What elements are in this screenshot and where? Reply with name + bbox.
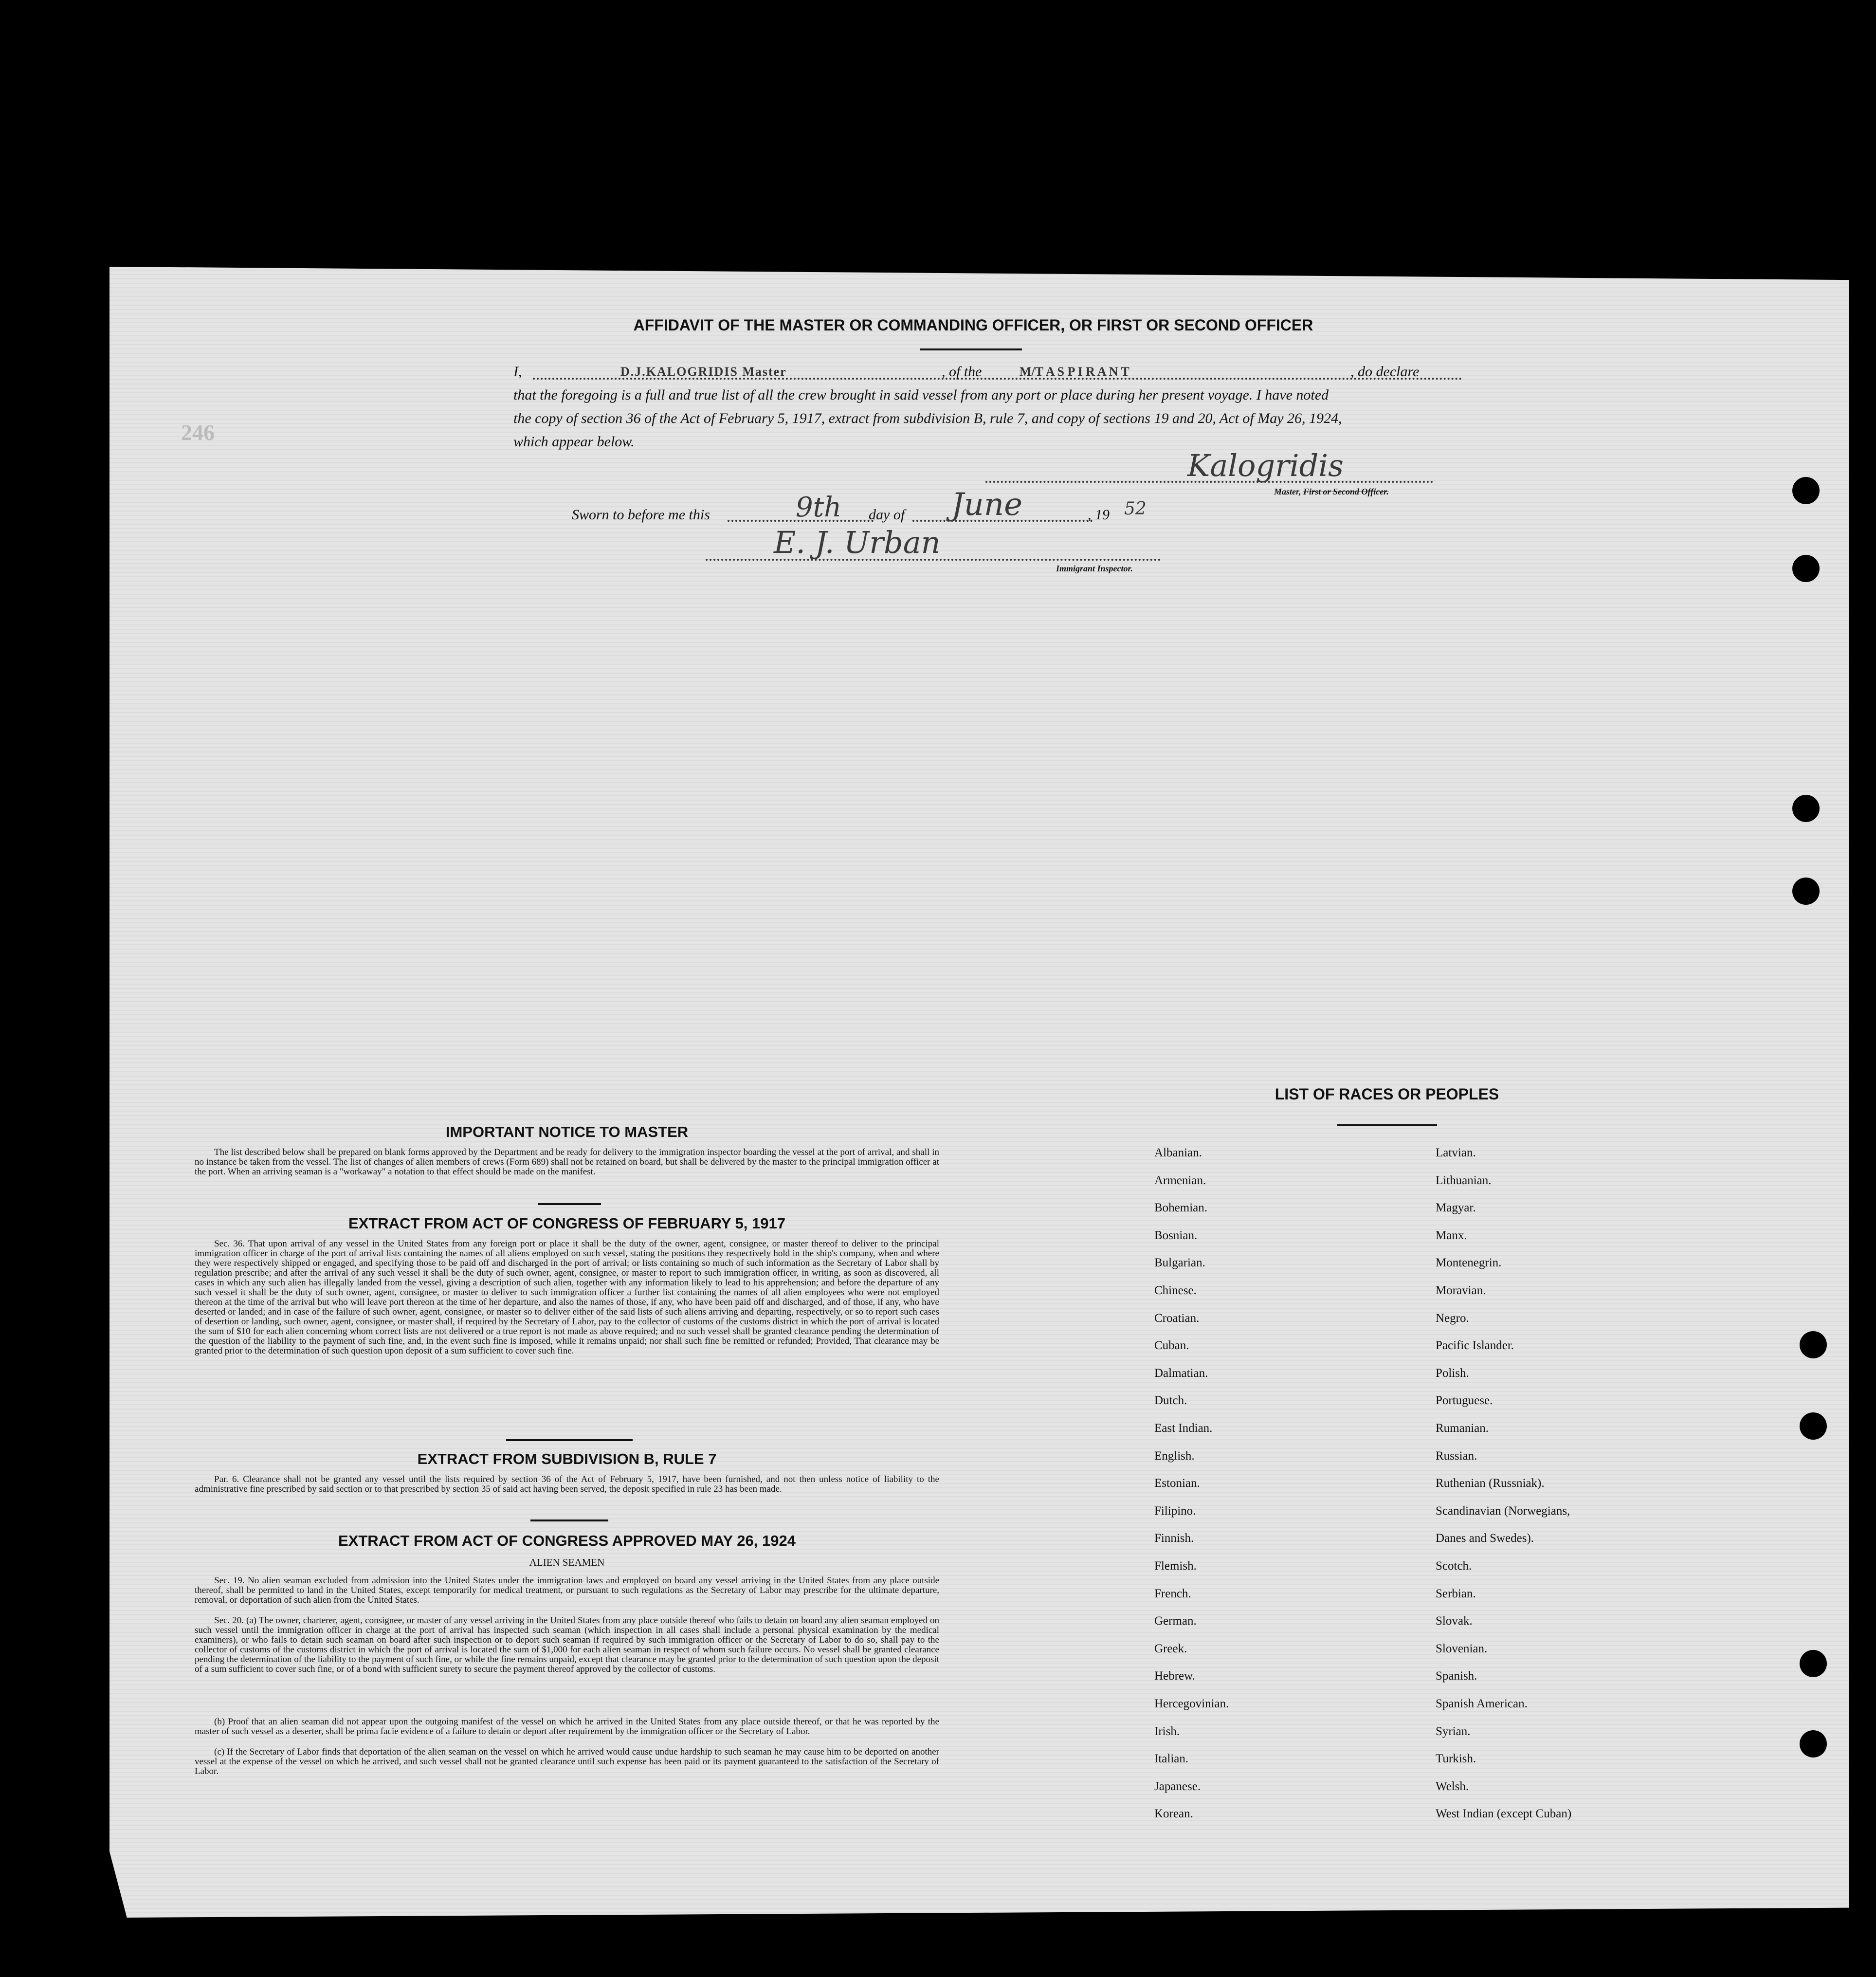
divider [538,1203,601,1205]
punch-hole [1800,1650,1827,1677]
extract-1924-sec19: Sec. 19. No alien seaman excluded from admission into the United States under the immigration laws and employed on board any vessel arriving in the United States from any place outside thereof, shall be permitted to land in the United States, except temporarily for medical treatment, or pursuant to such regulations as the Secretary of Labor may prescribe for the ultimate departure, removal, or deportation of such alien from the United States. [195,1575,939,1605]
race-item: Pacific Islander. [1436,1339,1514,1353]
inspector-label: Immigrant Inspector. [1056,564,1133,573]
extract-1924-subheading: ALIEN SEAMEN [529,1556,605,1568]
divider [506,1439,633,1441]
race-item: Bohemian. [1154,1201,1208,1215]
race-item: Rumanian. [1436,1422,1489,1435]
race-item: German. [1154,1614,1197,1628]
extract-1924-sec20b: (b) Proof that an alien seaman did not appear upon the outgoing manifest of the vessel on which he arrived in the United States from any place outside thereof, or that he was reported by the master of such vessel as a deserter, shall be prima facie evidence of a failure to detain or deport after requirement by the immigration officer or the Secretary of Labor. [195,1717,939,1737]
race-item: Turkish. [1436,1752,1476,1766]
notice-heading: IMPORTANT NOTICE TO MASTER [445,1123,689,1140]
margin-number: 246 [181,420,215,445]
race-item: Slovenian. [1436,1642,1488,1655]
sworn-day: 9th [796,492,842,523]
race-item: Flemish. [1154,1559,1197,1573]
punch-hole [1792,878,1820,905]
race-item: Hercegovinian. [1154,1697,1229,1710]
race-item: Croatian. [1154,1311,1200,1325]
extract-1917-text: Sec. 36. That upon arrival of any vessel in the United States from any foreign port or place it shall be the duty of the owner, agent, consignee, or master thereof to deliver to the principal immigration officer in charge of the port of arrival lists containing the names of all aliens employed on such vessel, stating the positions they respectively hold in the ship's company, when and where they were respectively shipped or engaged, and specifying those to be paid off and discharged in the port of arrival; or lists containing so much of such information as the Secretary of Labor shall by regulation prescribe; and after the arrival of any such vessel it shall be the duty of such owner, agent, consignee, or master to report to such immigration officer, in writing, as soon as discovered, all cases in which any such alien has illegally landed from the vessel, giving a description of such alien, together with any information likely to lead to his apprehension; and before the departure of any such vessel it shall be the duty of such owner, agent, consignee, or master to deliver to such immigration officer a further list containing the names of all alien employees who were not employed thereon at the time of the arrival but who will leave port thereon at the time of her departure, and also the names of those, if any, who have been paid off and discharged, and of those, if any, who have deserted or landed; and in case of the failure of such owner, agent, consignee, or master so to deliver either of the said lists of such aliens arriving and departing, respectively, or so to report such cases of desertion or landing, such owner, agent, consignee, or master shall, if required by the Secretary of Labor, pay to the collector of customs of the customs district in which the port of arrival is located the sum of $10 for each alien concerning whom correct lists are not delivered or a true report is not made as above required; and no such vessel shall be granted clearance pending the determination of the question of the liability to the payment of such fine, and, in the event such fine is imposed, while it remains unpaid; nor shall such fine be remitted or refunded; Provided, That clearance may be granted prior to the determination of such question upon deposit of a sum sufficient to cover such fine. [195,1239,939,1356]
race-item: Latvian. [1436,1146,1476,1159]
extract-1917-heading: EXTRACT FROM ACT OF CONGRESS OF FEBRUARY 5, 1917 [348,1215,785,1232]
race-item: Scotch. [1436,1559,1472,1573]
affidavit-line4: which appear below. [513,434,635,450]
punch-hole [1792,795,1820,822]
vessel-name: M/T A S P I R A N T [1020,365,1129,379]
punch-hole [1792,555,1820,582]
affidavit-line2: that the foregoing is a full and true list of all the crew brought in said vessel from any port or place during her present voyage. I have noted [513,387,1329,403]
race-item: Russian. [1436,1449,1477,1463]
race-item: Greek. [1154,1642,1187,1655]
punch-hole [1792,477,1820,504]
race-item: Estonian. [1154,1477,1200,1490]
race-item: Finnish. [1154,1532,1194,1545]
notice-text: The list described below shall be prepared on blank forms approved by the Department and be ready for delivery to the immigration inspector boarding the vessel at the port of arrival, and shall in no instance be taken from the vessel. The list of changes of alien members of crews (Form 689) shall not be retained on board, but shall be delivered by the master to the principal immigration officer at the port. When an arriving seaman is a "workaway" a notation to that effect should be made on the manifest. [195,1147,939,1177]
race-item: Hebrew. [1154,1669,1195,1683]
race-item: Danes and Swedes). [1436,1532,1534,1545]
race-item: Montenegrin. [1436,1256,1502,1270]
race-item: Spanish American. [1436,1697,1528,1710]
race-item: Korean. [1154,1807,1193,1821]
sworn-month: June [951,487,1022,523]
rule7-heading: EXTRACT FROM SUBDIVISION B, RULE 7 [417,1450,717,1467]
race-item: Cuban. [1154,1339,1189,1353]
race-item: Italian. [1154,1752,1189,1766]
affidavit-heading: AFFIDAVIT OF THE MASTER OR COMMANDING OFFICER, OR FIRST OR SECOND OFFICER [633,316,1313,334]
race-item: West Indian (except Cuban) [1436,1807,1572,1821]
race-item: French. [1154,1587,1191,1600]
race-item: Bulgarian. [1154,1256,1205,1270]
master-signature: Kalogridis [1187,448,1344,483]
race-item: Polish. [1436,1366,1469,1380]
extract-1924-heading: EXTRACT FROM ACT OF CONGRESS APPROVED MAY 26, 1924 [338,1532,796,1549]
race-item: Bosnian. [1154,1228,1198,1242]
extract-1924-sec20a: Sec. 20. (a) The owner, charterer, agent, consignee, or master of any vessel arriving in the United States from any place outside thereof who fails to detain on board any alien seaman employed on such vessel until the immigration officer in charge at the port of arrival has inspected such seaman (which inspection in all cases shall include a personal physical examination by the medical examiners), or who fails to detain such seaman on board after such inspection or to deport such seaman if required by such immigration officer or the Secretary of Labor to do so, shall pay to the collector of customs of the customs district in which the port of arrival is located the sum of $1,000 for each alien seaman in respect of whom such failure occurs. No vessel shall be granted clearance pending the determination of the liability to the payment of such fine, or while the fine remains unpaid, except that clearance may be granted prior to the determination of such question upon the deposit of a sum sufficient to cover such fine, or of a bond with sufficient surety to secure the payment thereof approved by the collector of customs. [195,1615,939,1674]
signature-label: Master, First or Second Officer. [1274,487,1389,496]
race-item: Dalmatian. [1154,1366,1208,1380]
punch-hole [1800,1331,1827,1358]
race-item: Filipino. [1154,1504,1196,1518]
race-item: Armenian. [1154,1173,1206,1187]
race-item: Portuguese. [1436,1394,1493,1408]
race-item: East Indian. [1154,1422,1213,1435]
master-name: D.J.KALOGRIDIS Master [620,365,787,379]
race-item: Irish. [1154,1724,1180,1738]
inspector-signature: E. J. Urban [774,525,941,560]
race-item: Syrian. [1436,1724,1471,1738]
race-item: Manx. [1436,1228,1467,1242]
race-item: Slovak. [1436,1614,1473,1628]
divider [920,348,1022,350]
punch-hole [1800,1412,1827,1440]
race-item: Serbian. [1436,1587,1476,1600]
race-item: Scandinavian (Norwegians, [1436,1504,1570,1518]
punch-hole [1800,1730,1827,1757]
race-item: Lithuanian. [1436,1173,1492,1187]
extract-1924-sec20c: (c) If the Secretary of Labor finds that deportation of the alien seaman on the vessel on which he arrived would cause undue hardship to such seaman he may cause him to be deported on another vessel at the expense of the vessel on which he arrived, and such vessel shall not be granted clearance until such expense has been paid or its payment guaranteed to the satisfaction of the Secretary of Labor. [195,1747,939,1776]
affidavit-line1: I, D.J.KALOGRIDIS Master , of the M/T A S P I R A N T , do declare [513,360,1752,384]
sworn-year: 52 [1124,499,1147,519]
sworn-line: Sworn to before me this day of , 19 [572,503,1180,527]
affidavit-line3: the copy of section 36 of the Act of February 5, 1917, extract from subdivision B, rule 7, and copy of sections 19 and 20, Act of May 26, 1924, [513,410,1342,426]
races-heading: LIST OF RACES OR PEOPLES [1275,1085,1499,1103]
race-item: Japanese. [1154,1779,1201,1793]
race-item: Moravian. [1436,1284,1486,1297]
race-item: English. [1154,1449,1195,1463]
race-item: Spanish. [1436,1669,1477,1683]
race-item: Negro. [1436,1311,1469,1325]
race-item: Chinese. [1154,1284,1197,1297]
race-item: Dutch. [1154,1394,1187,1408]
divider [530,1519,608,1521]
race-item: Ruthenian (Russniak). [1436,1477,1545,1490]
rule7-text: Par. 6. Clearance shall not be granted any vessel until the lists required by section 36 of the Act of February 5, 1917, have been furnished, and not then unless notice of liability to the administrative fine prescribed by said section or to that prescribed by section 35 of said act having been served, the deposit specified in rule 23 has been made. [195,1474,939,1494]
race-item: Welsh. [1436,1779,1469,1793]
divider [1337,1124,1437,1126]
race-item: Magyar. [1436,1201,1476,1215]
race-item: Albanian. [1154,1146,1202,1159]
